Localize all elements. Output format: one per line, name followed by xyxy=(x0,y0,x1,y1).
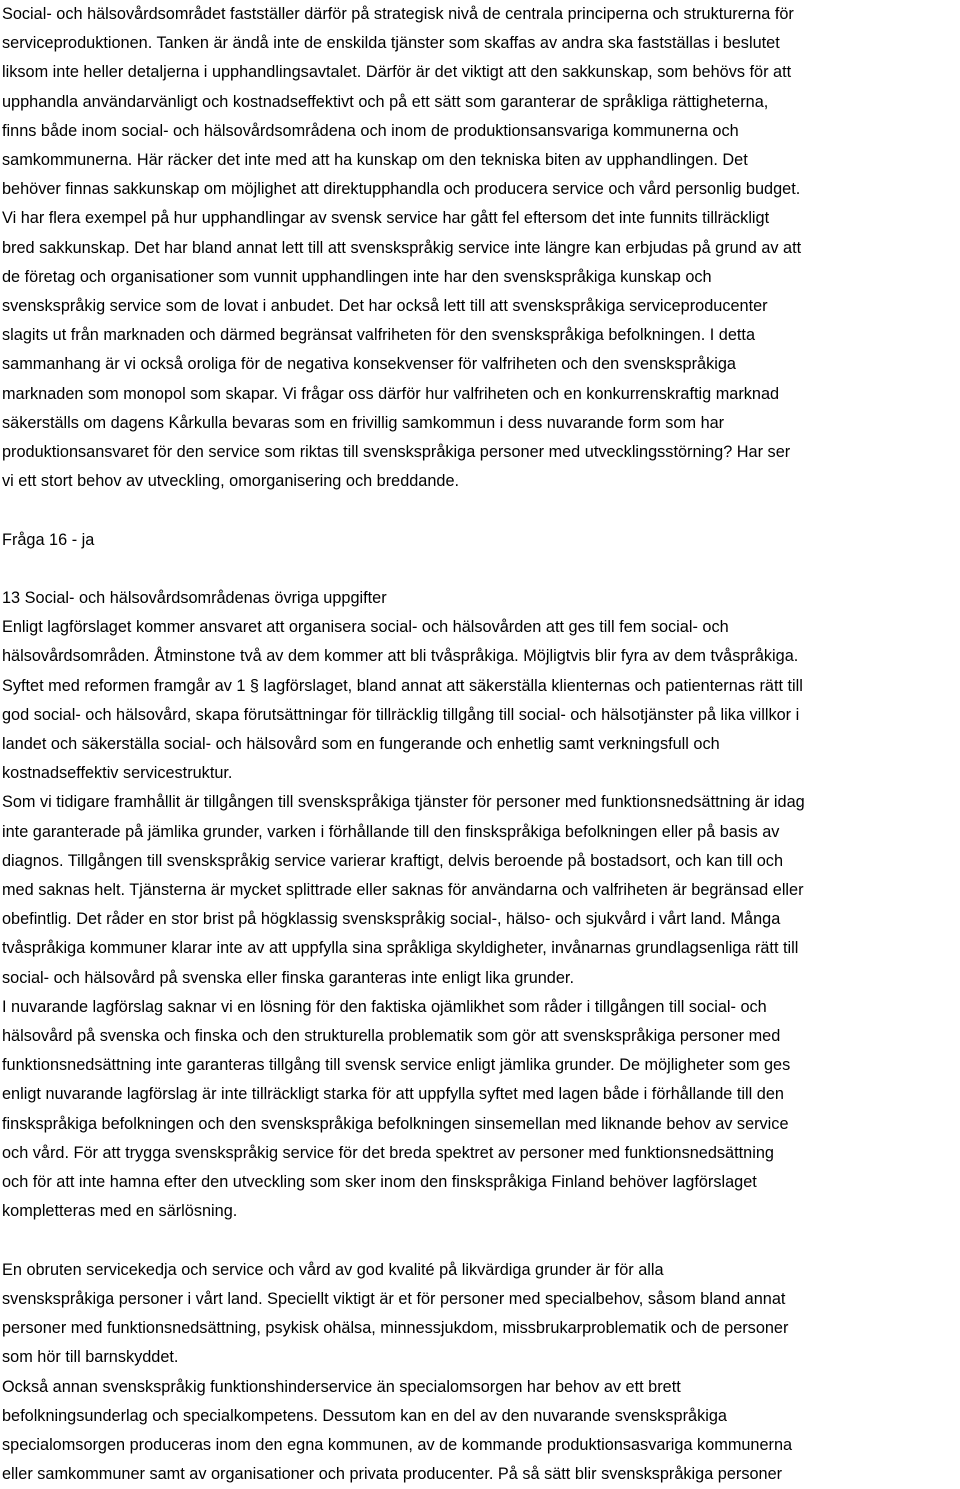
text-line: behöver finnas sakkunskap om möjlighet att direktupphandla och producera service och vård personlig budget. xyxy=(2,175,960,204)
text-line: Vi har flera exempel på hur upphandlingar av svensk service har gått fel eftersom det inte funnits tillräckligt xyxy=(2,204,960,233)
text-line: sammanhang är vi också oroliga för de negativa konsekvenser för valfriheten och den svenskspråkiga xyxy=(2,350,960,379)
text-line: hälsovård på svenska och finska och den strukturella problematik som gör att svenskspråkiga personer med xyxy=(2,1022,960,1051)
text-line: kompletteras med en särlösning. xyxy=(2,1197,960,1226)
paragraph xyxy=(2,613,960,788)
text-line: eller samkommuner samt av organisationer och privata producenter. På så sätt blir svenskspråkiga personer xyxy=(2,1460,960,1489)
text-line: bred sakkunskap. Det har bland annat lett till att svenskspråkig service inte längre kan erbjudas på grund av att xyxy=(2,234,960,263)
paragraph xyxy=(2,788,960,992)
text-line: finns både inom social- och hälsovårdsområdena och inom de produktionsansvariga kommunerna och xyxy=(2,117,960,146)
text-line: personer med funktionsnedsättning, psykisk ohälsa, minnessjukdom, missbrukarproblematik och de personer xyxy=(2,1314,960,1343)
text-line: slagits ut från marknaden och därmed begränsat valfriheten för den svenskspråkiga befolkningen. I detta xyxy=(2,321,960,350)
text-line: Som vi tidigare framhållit är tillgången till svenskspråkiga tjänster för personer med funktionsnedsättning är idag xyxy=(2,788,960,817)
text-line: serviceproduktionen. Tanken är ändå inte de enskilda tjänster som skaffas av andra ska fastställas i beslutet xyxy=(2,29,960,58)
text-line: enligt nuvarande lagförslag är inte tillräckligt starka för att uppfylla syftet med lagen både i förhållande till den xyxy=(2,1080,960,1109)
text-line: Syftet med reformen framgår av 1 § lagförslaget, bland annat att säkerställa klienternas och patienternas rätt till xyxy=(2,672,960,701)
text-line: kostnadseffektiv servicestruktur. xyxy=(2,759,960,788)
text-line: social- och hälsovård på svenska eller finska garanteras inte enligt lika grunder. xyxy=(2,964,960,993)
text-line: En obruten servicekedja och service och vård av god kvalité på likvärdiga grunder är för alla xyxy=(2,1256,960,1285)
text-line: hälsovårdsområden. Åtminstone två av dem kommer att bli tvåspråkiga. Möjligtvis blir fyra av dem tvåspråkiga. xyxy=(2,642,960,671)
text-line: upphandla användarvänligt och kostnadseffektivt och på ett sätt som garanterar de språkliga rättigheterna, xyxy=(2,88,960,117)
blank-line xyxy=(2,496,960,525)
text-line: finskspråkiga befolkningen och den svenskspråkiga befolkningen sinsemellan med liknande behov av service xyxy=(2,1110,960,1139)
text-line: och för att inte hamna efter den utveckling som sker inom den finskspråkiga Finland behöver lagförslaget xyxy=(2,1168,960,1197)
text-line: specialomsorgen produceras inom den egna kommunen, av de kommande produktionsasvariga kommunerna xyxy=(2,1431,960,1460)
text-line: de företag och organisationer som vunnit upphandlingen inte har den svenskspråkiga kunskap och xyxy=(2,263,960,292)
section-heading xyxy=(2,584,960,613)
text-line: säkerställs om dagens Kårkulla bevaras som en frivillig samkommun i dess nuvarande form som har xyxy=(2,409,960,438)
text-line: och vård. För att trygga svenskspråkig service för det breda spektret av personer med funktionsnedsättning xyxy=(2,1139,960,1168)
text-line: produktionsansvaret för den service som riktas till svenskspråkiga personer med utvecklingsstörning? Har ser xyxy=(2,438,960,467)
text-line: marknaden som monopol som skapar. Vi frågar oss därför hur valfriheten och en konkurrenskraftig marknad xyxy=(2,380,960,409)
paragraph xyxy=(2,1373,960,1489)
paragraph xyxy=(2,1256,960,1373)
paragraph xyxy=(2,0,960,496)
text-line: svenskspråkig service som de lovat i anbudet. Det har också lett till att svenskspråkiga serviceproducenter xyxy=(2,292,960,321)
text-line: samkommunerna. Här räcker det inte med att ha kunskap om den tekniska biten av upphandlingen. Det xyxy=(2,146,960,175)
section-title: Social- och hälsovårdsområdenas övriga uppgifter xyxy=(25,589,387,607)
text-line: Enligt lagförslaget kommer ansvaret att organisera social- och hälsovården att ges till fem social- och xyxy=(2,613,960,642)
blank-line xyxy=(2,555,960,584)
blank-line xyxy=(2,1227,960,1256)
text-line: som hör till barnskyddet. xyxy=(2,1343,960,1372)
text-line: Social- och hälsovårdsområdet fastställer därför på strategisk nivå de centrala principerna och strukturerna för xyxy=(2,0,960,29)
text-line: vi ett stort behov av utveckling, omorganisering och breddande. xyxy=(2,467,960,496)
text-line: inte garanterade på jämlika grunder, varken i förhållande till den finskspråkiga befolkningen eller på basis av xyxy=(2,818,960,847)
text-line: god social- och hälsovård, skapa förutsättningar för tillräcklig tillgång till social- och hälsotjänster på lika villkor i xyxy=(2,701,960,730)
text-line: med saknas helt. Tjänsterna är mycket splittrade eller saknas för användarna och valfriheten är begränsad eller xyxy=(2,876,960,905)
text-line: befolkningsunderlag och specialkompetens. Dessutom kan en del av den nuvarande svenskspråkiga xyxy=(2,1402,960,1431)
text-line: diagnos. Tillgången till svenskspråkig service varierar kraftigt, delvis beroende på bostadsort, och kan till och xyxy=(2,847,960,876)
text-line: tvåspråkiga kommuner klarar inte av att uppfylla sina språkliga skyldigheter, invånarnas grundlagsenliga rätt till xyxy=(2,934,960,963)
question-label: Fråga 16 - ja xyxy=(2,526,960,555)
document-page xyxy=(2,0,960,1489)
text-line: liksom inte heller detaljerna i upphandlingsavtalet. Därför är det viktigt att den sakkunskap, som behövs för att xyxy=(2,58,960,87)
paragraph xyxy=(2,993,960,1227)
text-line: svenskspråkiga personer i vårt land. Speciellt viktigt är et för personer med specialbehov, såsom bland annat xyxy=(2,1285,960,1314)
text-line: funktionsnedsättning inte garanteras tillgång till svensk service enligt jämlika grunder. De möjligheter som ges xyxy=(2,1051,960,1080)
section-number: 13 xyxy=(2,589,20,607)
text-line: obefintlig. Det råder en stor brist på högklassig svenskspråkig social-, hälso- och sjukvård i vårt land. Många xyxy=(2,905,960,934)
text-line: I nuvarande lagförslag saknar vi en lösning för den faktiska ojämlikhet som råder i tillgången till social- och xyxy=(2,993,960,1022)
text-line: landet och säkerställa social- och hälsovård som en fungerande och enhetlig samt verkningsfull och xyxy=(2,730,960,759)
text-line: Också annan svenskspråkig funktionshinderservice än specialomsorgen har behov av ett brett xyxy=(2,1373,960,1402)
